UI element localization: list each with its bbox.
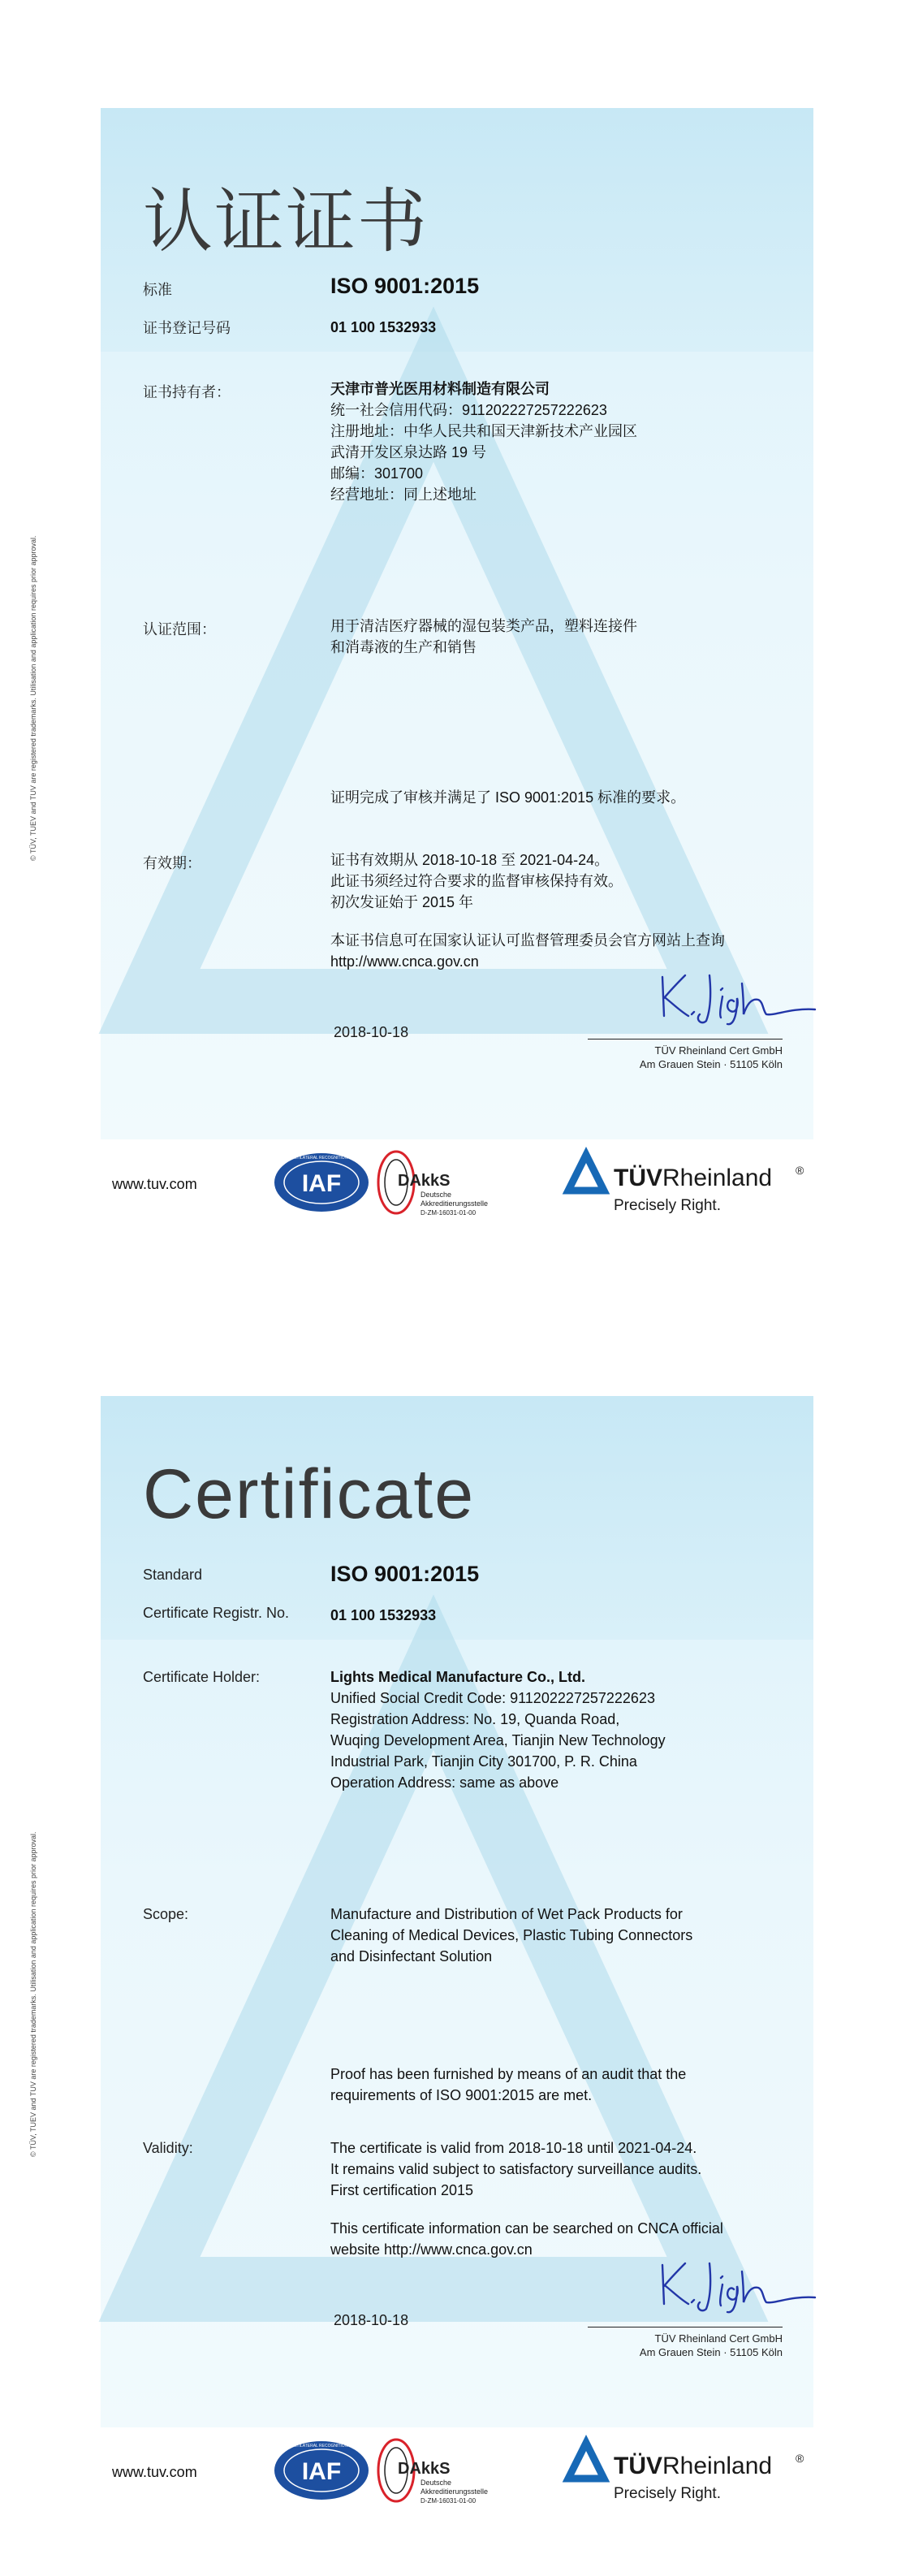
dakks-id: D-ZM-16031-01-00: [420, 2497, 477, 2505]
holder-line: Wuqing Development Area, Tianjin New Technology: [330, 1732, 666, 1748]
certificate-panel: [101, 108, 813, 1139]
holder-line: 武清开发区泉达路 19 号: [330, 444, 487, 460]
tuv-rheinland-logo: [568, 1152, 820, 1225]
cnca-info: [330, 2218, 723, 2260]
signatory-address: [588, 1044, 783, 1071]
validity-line: 此证书须经过符合要求的监督审核保持有效。: [330, 873, 623, 889]
signatory-street: Am Grauen Stein · 51105 Köln: [639, 1058, 783, 1070]
tuv-brand-rest: Rheinland: [662, 2453, 773, 2479]
signatory-address: [588, 2332, 783, 2359]
footer-website: www.tuv.com: [112, 1176, 197, 1192]
holder-line: Industrial Park, Tianjin City 301700, P. R. China: [330, 1753, 637, 1770]
holder-line: 统一社会信用代码：911202227257222623: [330, 402, 607, 418]
certificate-panel: [101, 1396, 813, 2427]
holder-line: 注册地址：中华人民共和国天津新技术产业园区: [330, 423, 637, 439]
signatory-street: Am Grauen Stein · 51105 Köln: [639, 2346, 783, 2358]
signature: [653, 2257, 831, 2314]
proof-statement: [330, 2064, 686, 2106]
validity-line: 初次发证始于 2015 年: [330, 894, 474, 910]
dakks-sub2: Akkreditierungsstelle: [420, 1199, 489, 1208]
scope-label: Scope:: [143, 1906, 189, 1922]
holder-label: 证书持有者：: [143, 384, 231, 400]
scope-line: 用于清洁医疗器械的湿包装类产品，塑料连接件: [330, 618, 637, 634]
issue-date: 2018-10-18: [334, 1024, 409, 1040]
tuv-tagline: Precisely Right.: [614, 2485, 721, 2502]
holder-line: Operation Address: same as above: [330, 1774, 559, 1791]
tuv-brand-bold: TÜV: [614, 1165, 662, 1191]
holder-name: 天津市普光医用材料制造有限公司: [330, 381, 550, 397]
iaf-text: IAF: [301, 1170, 342, 1197]
proof-line: requirements of ISO 9001:2015 are met.: [330, 2087, 593, 2103]
certificate-page-english: [0, 1288, 910, 2576]
iaf-logo: [262, 1152, 381, 1213]
scope-line: Cleaning of Medical Devices, Plastic Tubing Connectors: [330, 1927, 693, 1943]
proof-statement: [330, 787, 685, 808]
holder-line: Unified Social Credit Code: 911202227257222623: [330, 1690, 655, 1706]
trademark-note: © TÜV, TUEV and TUV are registered trademarks. Utilisation and application requires prior approval.: [29, 1831, 37, 2157]
validity-label: Validity:: [143, 2140, 193, 2156]
registration-number: 01 100 1532933: [330, 1607, 437, 1623]
iaf-ring-text: MEMBER OF MULTILATERAL RECOGNITION ARRANGEMENT: [262, 2444, 381, 2448]
iaf-text: IAF: [301, 2458, 342, 2485]
validity-line: The certificate is valid from 2018-10-18 until 2021-04-24.: [330, 2140, 697, 2156]
registration-label: 证书登记号码: [143, 320, 231, 336]
tuv-brand-bold: TÜV: [614, 2453, 662, 2479]
holder-block: [330, 378, 637, 505]
registered-mark: ®: [796, 1164, 804, 1177]
signatory-name: TÜV Rheinland Cert GmbH: [654, 2332, 783, 2345]
iaf-ring-text: MEMBER OF MULTILATERAL RECOGNITION ARRANGEMENT: [262, 1156, 381, 1160]
standard-label: 标准: [143, 282, 172, 298]
tuv-rheinland-logo: [568, 2440, 820, 2513]
validity-line: First certification 2015: [330, 2182, 474, 2198]
holder-block: [330, 1666, 666, 1793]
signatory-name: TÜV Rheinland Cert GmbH: [654, 1044, 783, 1057]
tuv-tagline: Precisely Right.: [614, 1197, 721, 1214]
dakks-id: D-ZM-16031-01-00: [420, 1209, 477, 1217]
trademark-note: © TÜV, TUEV and TUV are registered trademarks. Utilisation and application requires prior approval.: [29, 535, 37, 861]
standard-value: ISO 9001:2015: [330, 1562, 480, 1586]
issue-date: 2018-10-18: [334, 2312, 409, 2328]
validity-line: 证书有效期从 2018-10-18 至 2021-04-24。: [330, 852, 610, 868]
certificate-title: 认证证书: [143, 181, 429, 262]
proof-line: 证明完成了审核并满足了 ISO 9001:2015 标准的要求。: [330, 789, 686, 806]
info-line: 本证书信息可在国家认证认可监督管理委员会官方网站上查询: [330, 932, 725, 949]
holder-name: Lights Medical Manufacture Co., Ltd.: [330, 1669, 586, 1685]
holder-line: 邮编：301700: [330, 465, 424, 482]
scope-label: 认证范围：: [143, 621, 216, 638]
signature: [653, 969, 831, 1026]
tuv-brand-rest: Rheinland: [662, 1165, 773, 1191]
svg-text:TÜVRheinland: [614, 2453, 772, 2479]
validity-line: It remains valid subject to satisfactory surveillance audits.: [330, 2161, 702, 2177]
cnca-info: [330, 930, 725, 972]
info-line: website http://www.cnca.gov.cn: [330, 2241, 533, 2258]
scope-line: and Disinfectant Solution: [330, 1948, 493, 1964]
proof-line: Proof has been furnished by means of an audit that the: [330, 2066, 687, 2082]
footer-website: www.tuv.com: [112, 2464, 197, 2480]
registration-number: 01 100 1532933: [330, 319, 437, 335]
dakks-sub1: Deutsche: [420, 1191, 452, 1199]
scope-line: 和消毒液的生产和销售: [330, 639, 477, 655]
registration-label: Certificate Registr. No.: [143, 1605, 290, 1621]
standard-label: Standard: [143, 1567, 203, 1583]
certificate-title: Certificate: [143, 1455, 476, 1533]
dakks-sub1: Deutsche: [420, 2479, 452, 2487]
scope-line: Manufacture and Distribution of Wet Pack Products for: [330, 1906, 683, 1922]
info-line: This certificate information can be searched on CNCA official: [330, 2220, 723, 2237]
iaf-logo: [262, 2440, 381, 2501]
info-line: http://www.cnca.gov.cn: [330, 953, 479, 970]
dakks-logo: [373, 1147, 511, 1220]
holder-label: Certificate Holder:: [143, 1669, 261, 1685]
validity-block: [330, 2137, 701, 2201]
dakks-logo: [373, 2435, 511, 2508]
registered-mark: ®: [796, 2452, 804, 2465]
holder-line: 经营地址：同上述地址: [330, 486, 477, 503]
validity-block: [330, 849, 623, 913]
dakks-name: DAkkS: [398, 2460, 451, 2478]
svg-text:TÜVRheinland: [614, 1165, 772, 1191]
standard-value: ISO 9001:2015: [330, 274, 480, 298]
dakks-sub2: Akkreditierungsstelle: [420, 2487, 489, 2496]
scope-block: [330, 1904, 692, 1967]
scope-block: [330, 616, 637, 658]
dakks-name: DAkkS: [398, 1172, 451, 1190]
holder-line: Registration Address: No. 19, Quanda Road,: [330, 1711, 620, 1727]
validity-label: 有效期：: [143, 855, 201, 871]
